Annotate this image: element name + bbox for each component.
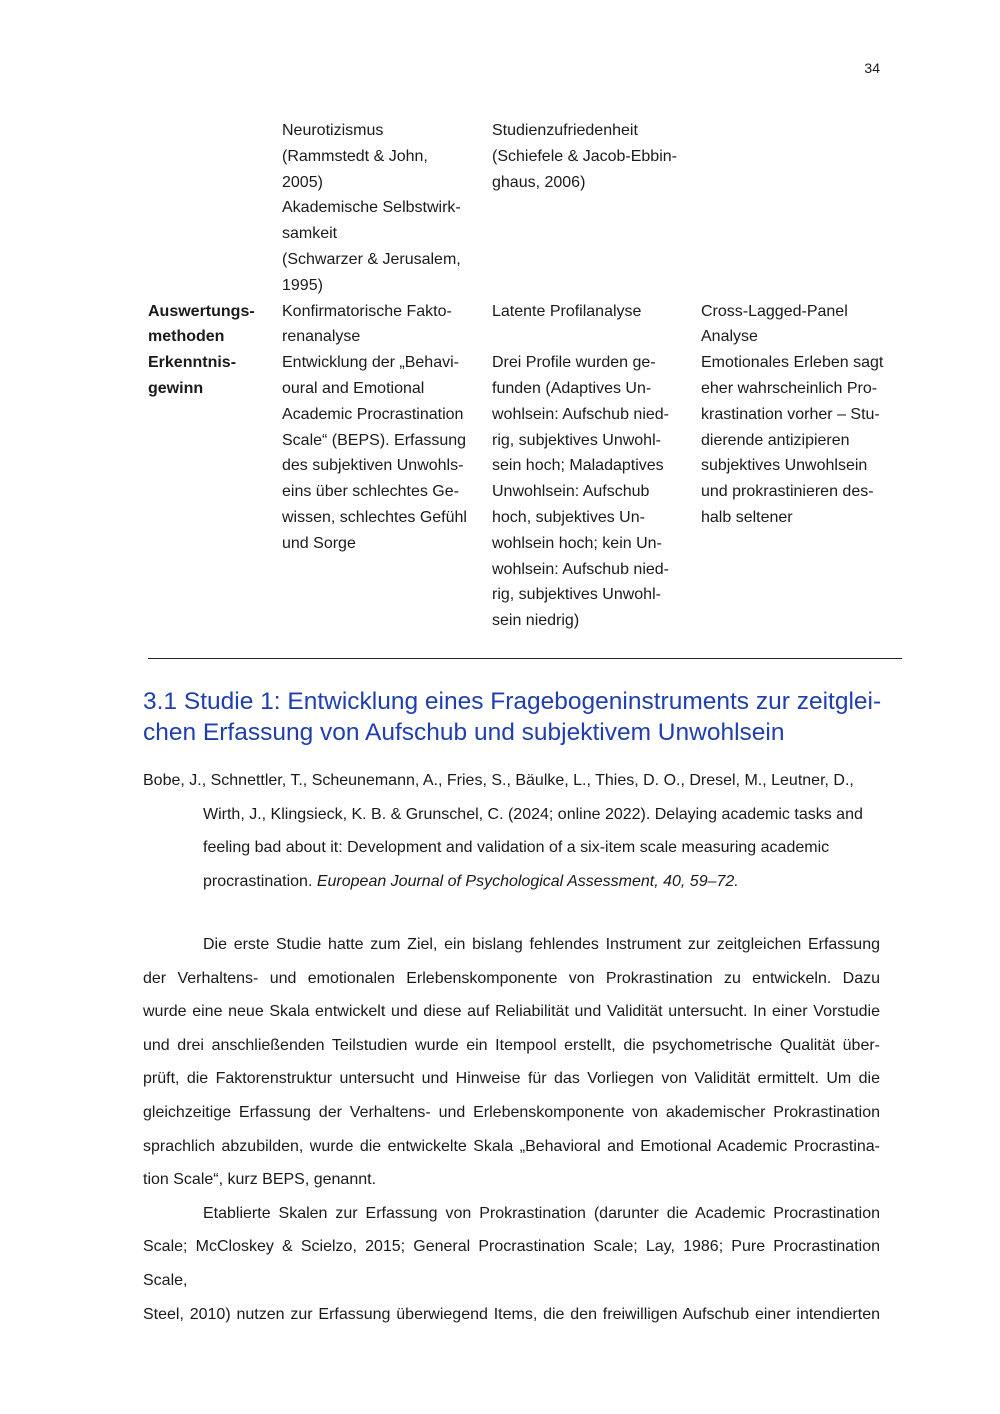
cell-line: sein hoch; Maladaptives	[492, 457, 664, 475]
row-label	[148, 118, 282, 299]
cell-line: Academic Procrastination	[282, 405, 464, 423]
reference-line: feeling bad about it: Development and validation of a six-item scale measuring academic	[203, 839, 830, 857]
cell-line: (Schiefele & Jacob-Ebbin-	[492, 147, 677, 165]
reference-line	[143, 865, 903, 899]
cell-line: subjektives Unwohlsein	[701, 457, 868, 475]
section-heading-line: chen Erfassung von Aufschub und subjektivem Unwohlsein	[143, 719, 785, 746]
cell-line: Konfirmatorische Fakto-	[282, 302, 452, 320]
cell-line: Unwohlsein: Aufschub	[492, 483, 650, 501]
text-line: Etablierte Skalen zur Erfassung von Prokrastination (darunter die Academic Procrastination	[203, 1204, 880, 1222]
reference-line: Bobe, J., Schnettler, T., Scheunemann, A., Fries, S., Bäulke, L., Thies, D. O., Dresel, M., Leutner, D.,	[143, 772, 854, 789]
cell-line: dierende antizipieren	[701, 431, 850, 449]
table-cell	[282, 350, 492, 634]
paragraph	[143, 928, 880, 1197]
cell-line: Emotionales Erleben sagt	[701, 354, 884, 372]
cell-line: halb seltener	[701, 508, 793, 526]
text-line: Scale; McCloskey & Scielzo, 2015; General Procrastination Scale; Lay, 1986; Pure Procrastination Scale,	[143, 1238, 880, 1289]
cell-line: Cross-Lagged-Panel	[701, 302, 848, 320]
cell-line: wohlsein: Aufschub nied-	[492, 405, 669, 423]
table-cell	[492, 350, 701, 634]
cell-line: Akademische Selbstwirk-	[282, 199, 461, 217]
cell-line: (Rammstedt & John,	[282, 147, 428, 165]
table-cell	[282, 299, 492, 351]
cell-line: Latente Profilanalyse	[492, 302, 642, 320]
text-line: tion Scale“, kurz BEPS, genannt.	[143, 1171, 377, 1189]
cell-line: (Schwarzer & Jerusalem,	[282, 250, 461, 268]
cell-line: Scale“ (BEPS). Erfassung	[282, 431, 467, 449]
cell-line: wohlsein hoch; kein Un-	[492, 534, 662, 552]
publication-reference	[143, 764, 903, 899]
table-row	[148, 118, 902, 299]
study-overview-table	[148, 118, 902, 659]
table-cell	[282, 118, 492, 299]
cell-line: Drei Profile wurden ge-	[492, 354, 656, 372]
cell-line: renanalyse	[282, 328, 361, 346]
cell-line: 2005)	[282, 173, 323, 191]
reference-line: Wirth, J., Klingsieck, K. B. & Grunschel, C. (2024; online 2022). Delaying academic tasks and	[203, 805, 863, 823]
text-line: Steel, 2010) nutzen zur Erfassung überwiegend Items, die den freiwilligen Aufschub einer intendierten	[143, 1305, 880, 1323]
cell-line: hoch, subjektives Un-	[492, 508, 645, 526]
text-line: wurde eine neue Skala entwickelt und diese auf Reliabilität und Validität untersucht. In einer Vorstudie	[143, 1003, 880, 1021]
cell-line: ghaus, 2006)	[492, 173, 586, 191]
page-number: 34	[864, 60, 880, 76]
row-label-line: Erkenntnis-	[148, 354, 237, 372]
cell-line: des subjektiven Unwohls-	[282, 457, 464, 475]
cell-line: rig, subjektives Unwohl-	[492, 586, 661, 604]
table-cell	[701, 299, 902, 351]
text-line: prüft, die Faktorenstruktur untersucht und Hinweise für das Vorliegen von Validität ermittelt. Um die	[143, 1070, 880, 1088]
body-text	[143, 928, 880, 1331]
row-label-line: Auswertungs-	[148, 302, 255, 320]
cell-line: wissen, schlechtes Gefühl	[282, 508, 467, 526]
text-line: gleichzeitige Erfassung der Verhaltens- und Erlebenskomponente von akademischer Prokrastination	[143, 1103, 880, 1121]
journal-citation: European Journal of Psychological Assessment, 40, 59–72.	[316, 873, 739, 891]
reference-text: procrastination.	[203, 873, 317, 891]
row-label-line: methoden	[148, 328, 225, 346]
row-label	[148, 350, 282, 634]
text-line: der Verhaltens- und emotionalen Erlebenskomponente von Prokrastination zu entwickeln. Dazu	[143, 969, 880, 987]
cell-line: Studienzufriedenheit	[492, 122, 638, 139]
row-label	[148, 299, 282, 351]
cell-line: eher wahrscheinlich Pro-	[701, 379, 878, 397]
table-row	[148, 299, 902, 351]
text-line: sprachlich abzubilden, wurde die entwickelte Skala „Behavioral and Emotional Academic Procrastina-	[143, 1137, 880, 1155]
cell-line: oural and Emotional	[282, 379, 425, 397]
table-cell	[492, 299, 701, 351]
cell-line: 1995)	[282, 276, 323, 294]
section-heading	[143, 686, 903, 748]
table-cell	[492, 118, 701, 299]
cell-line: und prokrastinieren des-	[701, 483, 874, 501]
text-line: und drei anschließenden Teilstudien wurde ein Itempool erstellt, die psychometrische Qualität über-	[143, 1036, 880, 1054]
row-label-line: gewinn	[148, 379, 204, 397]
cell-line: rig, subjektives Unwohl-	[492, 431, 661, 449]
table-cell	[701, 118, 902, 299]
cell-line: sein niedrig)	[492, 612, 580, 630]
cell-line: Neurotizismus	[282, 122, 384, 139]
cell-line: krastination vorher – Stu-	[701, 405, 880, 423]
section-heading-line: 3.1 Studie 1: Entwicklung eines Fragebogeninstruments zur zeitglei-	[143, 688, 882, 715]
cell-line: Analyse	[701, 328, 758, 346]
cell-line: eins über schlechtes Ge-	[282, 483, 459, 501]
cell-line: und Sorge	[282, 534, 356, 552]
cell-line: samkeit	[282, 225, 338, 243]
table-cell	[701, 350, 902, 634]
cell-line: Entwicklung der „Behavi-	[282, 354, 459, 372]
table-row	[148, 350, 902, 634]
cell-line: wohlsein: Aufschub nied-	[492, 560, 669, 578]
text-line: Die erste Studie hatte zum Ziel, ein bislang fehlendes Instrument zur zeitgleichen Erfassung	[203, 936, 880, 953]
paragraph	[143, 1197, 880, 1331]
cell-line: funden (Adaptives Un-	[492, 379, 652, 397]
table-bottom-rule	[148, 658, 902, 659]
